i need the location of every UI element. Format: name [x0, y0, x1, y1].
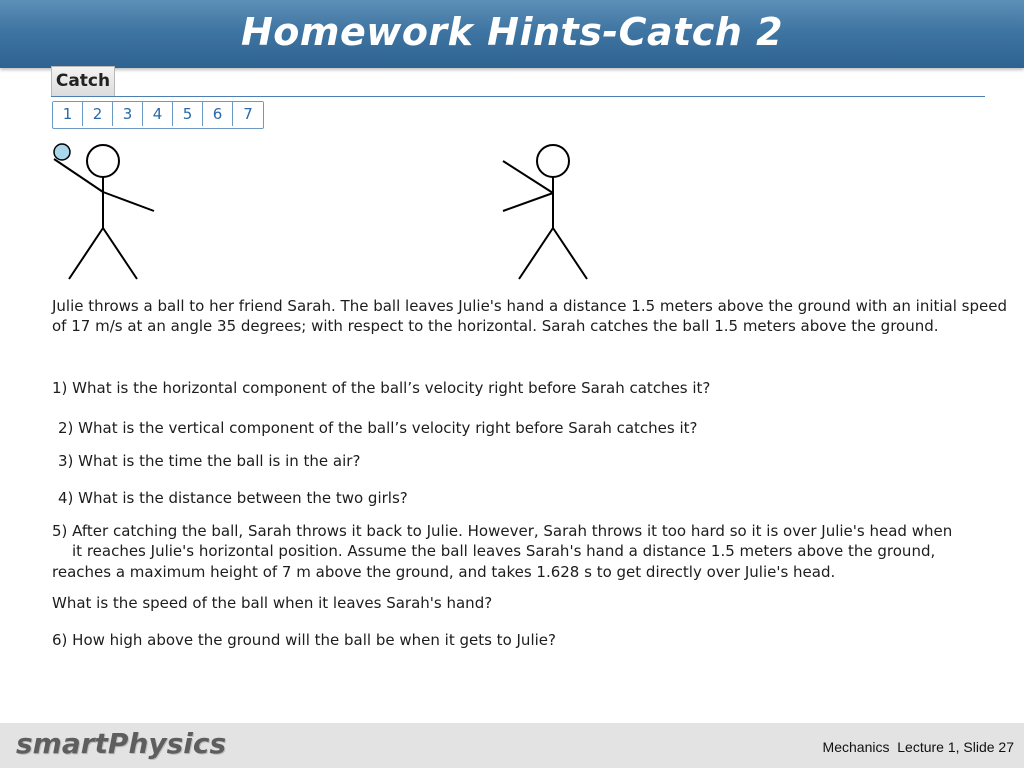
sarah-left-leg: [519, 228, 553, 279]
smartphysics-logo: smartPhysics: [16, 727, 227, 760]
question-3: 3) What is the time the ball is in the air?: [58, 452, 361, 470]
question-5-prompt: What is the speed of the ball when it leaves Sarah's hand?: [52, 594, 493, 612]
problem-intro: Julie throws a ball to her friend Sarah. The ball leaves Julie's hand a distance 1.5 meters above the ground with an initial speed of 17 m/s at an angle 35 degrees; with respect to the horizontal. Sarah catches the ball 1.5 meters above the ground.: [52, 297, 1007, 335]
page-button-5[interactable]: 5: [173, 102, 203, 126]
sarah-lower-arm: [503, 193, 553, 211]
stick-figure-julie-icon: [54, 145, 154, 279]
julie-right-leg: [103, 228, 137, 279]
question-2: 2) What is the vertical component of the ball’s velocity right before Sarah catches it?: [58, 419, 698, 437]
tab-catch[interactable]: Catch: [51, 66, 115, 96]
page-button-3[interactable]: 3: [113, 102, 143, 126]
question-5-line-3: reaches a maximum height of 7 m above the ground, and takes 1.628 s to get directly over Julie's head.: [52, 563, 836, 581]
sarah-right-leg: [553, 228, 587, 279]
stick-figures-illustration: [0, 0, 1024, 300]
sarah-head: [537, 145, 569, 177]
stick-figure-sarah-icon: [503, 145, 587, 279]
julie-left-leg: [69, 228, 103, 279]
question-1: 1) What is the horizontal component of the ball’s velocity right before Sarah catches it?: [52, 379, 711, 397]
question-6: 6) How high above the ground will the ball be when it gets to Julie?: [52, 631, 556, 649]
page-button-2[interactable]: 2: [83, 102, 113, 126]
julie-other-arm: [103, 192, 154, 211]
footer-bar: [0, 723, 1024, 768]
page-button-4[interactable]: 4: [143, 102, 173, 126]
question-5-line-2: it reaches Julie's horizontal position. Assume the ball leaves Sarah's hand a distance 1.5 meters above the ground,: [72, 542, 936, 560]
page-button-6[interactable]: 6: [203, 102, 233, 126]
question-4: 4) What is the distance between the two girls?: [58, 489, 408, 507]
page-button-7[interactable]: 7: [233, 102, 263, 126]
ball-icon: [54, 144, 70, 160]
slide-info: Mechanics Lecture 1, Slide 27: [822, 739, 1014, 755]
slide-title: Homework Hints-Catch 2: [240, 10, 784, 54]
julie-head: [87, 145, 119, 177]
question-5-line-1: 5) After catching the ball, Sarah throws it back to Julie. However, Sarah throws it too hard so it is over Julie's head when: [52, 522, 953, 540]
sarah-upper-arm: [503, 161, 553, 193]
page-button-1[interactable]: 1: [53, 102, 83, 126]
